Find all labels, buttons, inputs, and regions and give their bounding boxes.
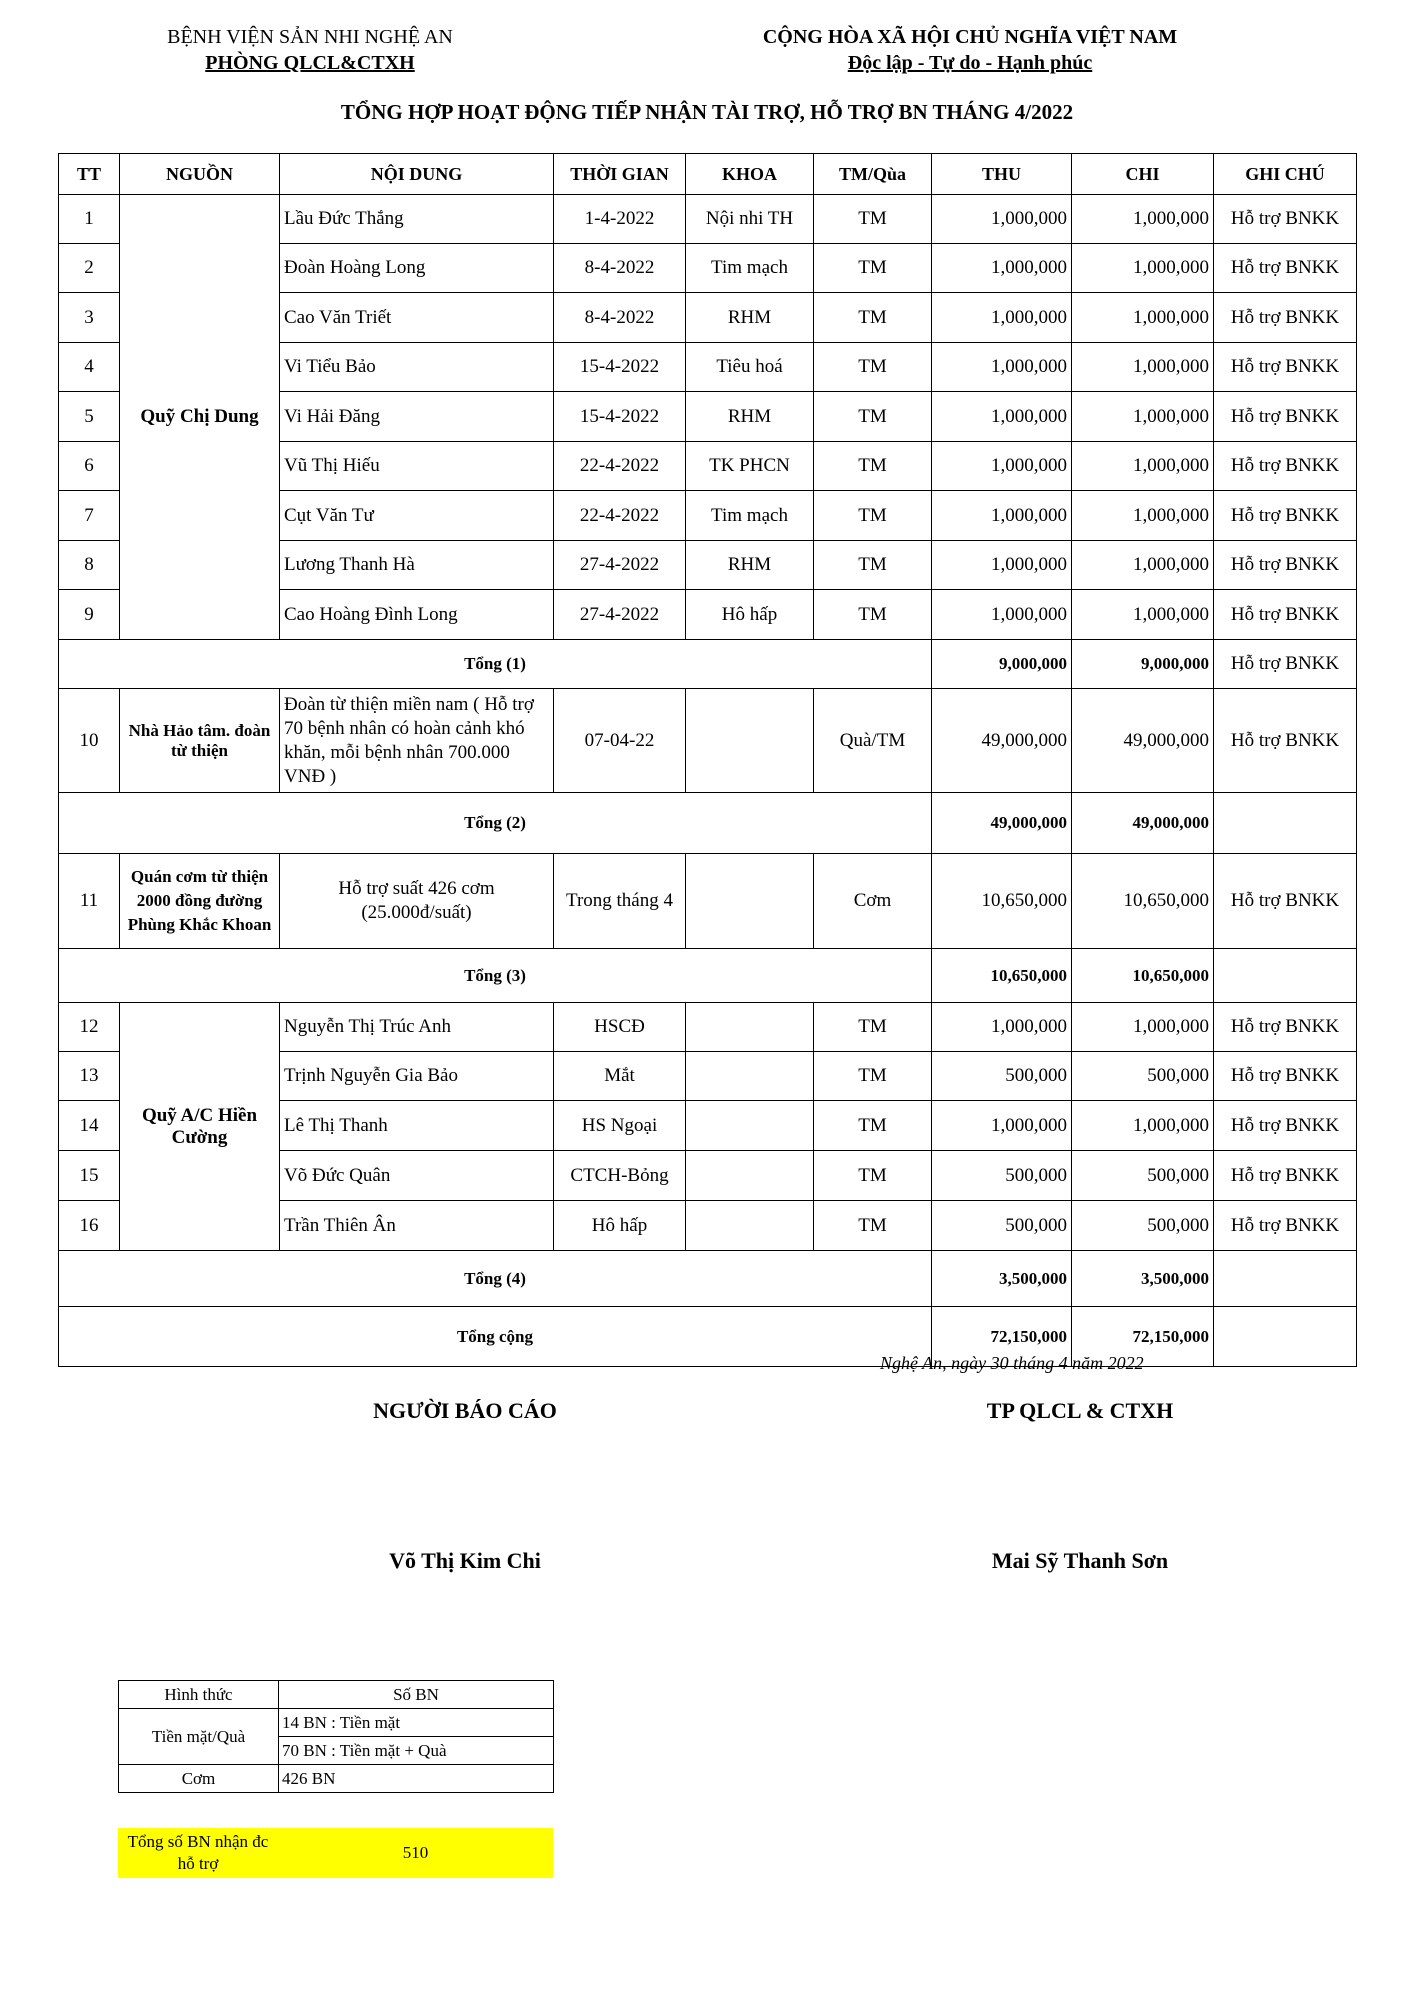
cell-thu: 1,000,000 (932, 343, 1072, 392)
cell-time: 27-4-2022 (554, 590, 686, 640)
cell-khoa (686, 689, 814, 793)
cell-note: Hỗ trợ BNKK (1214, 195, 1357, 244)
cell-tt: 1 (59, 195, 120, 244)
cell-tt: 11 (59, 854, 120, 949)
table-row (59, 854, 1357, 949)
subtotal-note: Hỗ trợ BNKK (1214, 640, 1357, 689)
cell-note: Hỗ trợ BNKK (1214, 442, 1357, 491)
cell-type: TM (814, 1151, 932, 1201)
cell-thu: 1,000,000 (932, 392, 1072, 442)
cell-chi: 1,000,000 (1072, 541, 1214, 590)
subtotal-row (59, 1251, 1357, 1307)
subtotal-row (59, 793, 1357, 854)
cell-type: TM (814, 1052, 932, 1101)
cell-chi: 10,650,000 (1072, 854, 1214, 949)
subtotal-thu: 49,000,000 (932, 793, 1072, 854)
cell-khoa: Tim mạch (686, 491, 814, 541)
subtotal-thu: 3,500,000 (932, 1251, 1072, 1307)
cell-tt: 7 (59, 491, 120, 541)
cell-time: 22-4-2022 (554, 442, 686, 491)
cell-time: 1-4-2022 (554, 195, 686, 244)
summary-cash-value-1: 14 BN : Tiền mặt (279, 1709, 554, 1737)
cell-note: Hỗ trợ BNKK (1214, 491, 1357, 541)
cell-content: Đoàn từ thiện miền nam ( Hỗ trợ 70 bệnh nhân có hoàn cảnh khó khăn, mỗi bệnh nhân 700.000 VNĐ ) (280, 689, 554, 793)
cell-note: Hỗ trợ BNKK (1214, 1101, 1357, 1151)
cell-tt: 15 (59, 1151, 120, 1201)
cell-thu: 1,000,000 (932, 442, 1072, 491)
col-header-type: TM/Qùa (814, 154, 932, 195)
col-header-tt: TT (59, 154, 120, 195)
cell-content: Vi Hải Đăng (280, 392, 554, 442)
cell-content: Cao Hoàng Đình Long (280, 590, 554, 640)
header-left (110, 24, 510, 76)
subtotal-chi: 3,500,000 (1072, 1251, 1214, 1307)
cell-tt: 9 (59, 590, 120, 640)
cell-time: 15-4-2022 (554, 343, 686, 392)
cell-content: Lương Thanh Hà (280, 541, 554, 590)
grand-total-thu: 72,150,000 (932, 1307, 1072, 1367)
country-name: CỘNG HÒA XÃ HỘI CHỦ NGHĨA VIỆT NAM (762, 26, 1178, 48)
cell-chi: 500,000 (1072, 1201, 1214, 1251)
cell-content: Cụt Văn Tư (280, 491, 554, 541)
cell-type: TM (814, 1003, 932, 1052)
cell-content: Vi Tiểu Bảo (280, 343, 554, 392)
col-header-time: THỜI GIAN (554, 154, 686, 195)
cell-time: HS Ngoại (554, 1101, 686, 1151)
table-header-row (59, 154, 1357, 195)
cell-type: TM (814, 1201, 932, 1251)
col-header-khoa: KHOA (686, 154, 814, 195)
cell-chi: 49,000,000 (1072, 689, 1214, 793)
cell-content: Võ Đức Quân (280, 1151, 554, 1201)
cell-khoa: TK PHCN (686, 442, 814, 491)
cell-thu: 10,650,000 (932, 854, 1072, 949)
cell-type: TM (814, 293, 932, 343)
subtotal-label: Tổng (1) (59, 640, 932, 689)
cell-time: CTCH-Bỏng (554, 1151, 686, 1201)
cell-content: Đoàn Hoàng Long (280, 244, 554, 293)
grand-total-chi: 72,150,000 (1072, 1307, 1214, 1367)
cell-time: 22-4-2022 (554, 491, 686, 541)
cell-khoa: RHM (686, 293, 814, 343)
col-header-content: NỘI DUNG (280, 154, 554, 195)
summary-rice-label: Cơm (119, 1765, 279, 1793)
cell-note: Hỗ trợ BNKK (1214, 1003, 1357, 1052)
cell-time: 15-4-2022 (554, 392, 686, 442)
cell-tt: 5 (59, 392, 120, 442)
cell-type: TM (814, 195, 932, 244)
cell-chi: 1,000,000 (1072, 491, 1214, 541)
cell-thu: 1,000,000 (932, 293, 1072, 343)
cell-chi: 1,000,000 (1072, 1003, 1214, 1052)
subtotal-chi: 9,000,000 (1072, 640, 1214, 689)
summary-table (118, 1680, 554, 1793)
reporter-name: Võ Thị Kim Chi (389, 1548, 541, 1573)
cell-thu: 500,000 (932, 1151, 1072, 1201)
cell-note: Hỗ trợ BNKK (1214, 343, 1357, 392)
subtotal-label: Tổng (4) (59, 1251, 932, 1307)
cell-content: Vũ Thị Hiếu (280, 442, 554, 491)
reporter-title: NGƯỜI BÁO CÁO (373, 1398, 557, 1423)
summary-header-type: Hình thức (119, 1681, 279, 1709)
cell-tt: 2 (59, 244, 120, 293)
summary-header-count: Số BN (279, 1681, 554, 1709)
cell-time: 8-4-2022 (554, 293, 686, 343)
cell-type: TM (814, 491, 932, 541)
cell-chi: 500,000 (1072, 1151, 1214, 1201)
cell-khoa: Tim mạch (686, 244, 814, 293)
table-row (59, 1003, 1357, 1052)
cell-thu: 500,000 (932, 1201, 1072, 1251)
cell-note: Hỗ trợ BNKK (1214, 244, 1357, 293)
subtotal-label: Tổng (3) (59, 949, 932, 1003)
head-name: Mai Sỹ Thanh Sơn (991, 1548, 1169, 1573)
cell-type: TM (814, 541, 932, 590)
cell-khoa (686, 1101, 814, 1151)
cell-content: Trần Thiên Ân (280, 1201, 554, 1251)
cell-content: Lầu Đức Thắng (280, 195, 554, 244)
cell-thu: 1,000,000 (932, 1101, 1072, 1151)
subtotal-note (1214, 1251, 1357, 1307)
grand-total-label: Tổng cộng (59, 1307, 932, 1367)
summary-header-row (119, 1681, 554, 1709)
subtotal-row (59, 949, 1357, 1003)
col-header-thu: THU (932, 154, 1072, 195)
cell-khoa: RHM (686, 392, 814, 442)
total-patients-label: Tổng số BN nhận đc hỗ trợ (127, 1832, 269, 1873)
source-cell: Quỹ A/C Hiền Cường (120, 1003, 280, 1251)
subtotal-label: Tổng (2) (59, 793, 932, 854)
cell-khoa (686, 1201, 814, 1251)
col-header-source: NGUỒN (120, 154, 280, 195)
cell-note: Hỗ trợ BNKK (1214, 392, 1357, 442)
cell-tt: 3 (59, 293, 120, 343)
cell-chi: 1,000,000 (1072, 1101, 1214, 1151)
cell-type: TM (814, 244, 932, 293)
source-cell: Quỹ Chị Dung (120, 195, 280, 640)
cell-thu: 1,000,000 (932, 590, 1072, 640)
col-header-chi: CHI (1072, 154, 1214, 195)
department-name: PHÒNG QLCL&CTXH (205, 52, 415, 74)
cell-tt: 16 (59, 1201, 120, 1251)
hospital-name: BỆNH VIỆN SẢN NHI NGHỆ AN (167, 26, 453, 48)
summary-cash-value-2: 70 BN : Tiền mặt + Quà (279, 1737, 554, 1765)
cell-khoa (686, 1003, 814, 1052)
cell-tt: 6 (59, 442, 120, 491)
cell-time: 8-4-2022 (554, 244, 686, 293)
cell-note: Hỗ trợ BNKK (1214, 1151, 1357, 1201)
cell-khoa: Nội nhi TH (686, 195, 814, 244)
head-title: TP QLCL & CTXH (986, 1398, 1174, 1423)
motto: Độc lập - Tự do - Hạnh phúc (847, 52, 1093, 74)
cell-chi: 1,000,000 (1072, 392, 1214, 442)
cell-tt: 12 (59, 1003, 120, 1052)
cell-chi: 1,000,000 (1072, 590, 1214, 640)
cell-khoa: Hô hấp (686, 590, 814, 640)
summary-row (119, 1709, 554, 1737)
cell-content: Trịnh Nguyễn Gia Bảo (280, 1052, 554, 1101)
cell-tt: 13 (59, 1052, 120, 1101)
cell-time: 27-4-2022 (554, 541, 686, 590)
cell-time: HSCĐ (554, 1003, 686, 1052)
cell-content: Lê Thị Thanh (280, 1101, 554, 1151)
cell-note: Hỗ trợ BNKK (1214, 293, 1357, 343)
cell-type: Cơm (814, 854, 932, 949)
cell-content: Nguyễn Thị Trúc Anh (280, 1003, 554, 1052)
cell-time: Trong tháng 4 (554, 854, 686, 949)
cell-thu: 49,000,000 (932, 689, 1072, 793)
cell-content: Hỗ trợ suất 426 cơm (25.000đ/suất) (280, 854, 554, 949)
cell-tt: 14 (59, 1101, 120, 1151)
subtotal-row (59, 640, 1357, 689)
cell-thu: 1,000,000 (932, 1003, 1072, 1052)
cell-chi: 1,000,000 (1072, 293, 1214, 343)
cell-note: Hỗ trợ BNKK (1214, 1052, 1357, 1101)
subtotal-note (1214, 793, 1357, 854)
cell-note: Hỗ trợ BNKK (1214, 590, 1357, 640)
cell-time: Hô hấp (554, 1201, 686, 1251)
cell-time: 07-04-22 (554, 689, 686, 793)
total-patients-value: 510 (402, 1843, 429, 1862)
cell-note: Hỗ trợ BNKK (1214, 689, 1357, 793)
cell-chi: 1,000,000 (1072, 244, 1214, 293)
cell-khoa: RHM (686, 541, 814, 590)
cell-note: Hỗ trợ BNKK (1214, 1201, 1357, 1251)
cell-chi: 500,000 (1072, 1052, 1214, 1101)
header-right (690, 24, 1250, 76)
cell-type: Quà/TM (814, 689, 932, 793)
subtotal-thu: 9,000,000 (932, 640, 1072, 689)
subtotal-chi: 49,000,000 (1072, 793, 1214, 854)
subtotal-note (1214, 949, 1357, 1003)
cell-note: Hỗ trợ BNKK (1214, 854, 1357, 949)
cell-thu: 1,000,000 (932, 491, 1072, 541)
cell-chi: 1,000,000 (1072, 343, 1214, 392)
cell-khoa: Tiêu hoá (686, 343, 814, 392)
total-patients-box (118, 1828, 553, 1878)
cell-type: TM (814, 442, 932, 491)
summary-cash-label: Tiền mặt/Quà (119, 1709, 279, 1765)
cell-content: Cao Văn Triết (280, 293, 554, 343)
donation-table (58, 153, 1357, 1367)
cell-thu: 1,000,000 (932, 541, 1072, 590)
table-row (59, 195, 1357, 244)
subtotal-chi: 10,650,000 (1072, 949, 1214, 1003)
table-row (59, 689, 1357, 793)
cell-tt: 4 (59, 343, 120, 392)
cell-chi: 1,000,000 (1072, 442, 1214, 491)
place-date: Nghệ An, ngày 30 tháng 4 năm 2022 (880, 1353, 1144, 1373)
summary-row (119, 1765, 554, 1793)
report-title: TỔNG HỢP HOẠT ĐỘNG TIẾP NHẬN TÀI TRỢ, HỖ TRỢ BN THÁNG 4/2022 (340, 100, 1074, 124)
cell-tt: 8 (59, 541, 120, 590)
source-cell: Quán cơm từ thiện 2000 đồng đường Phùng Khắc Khoan (120, 854, 280, 949)
cell-thu: 500,000 (932, 1052, 1072, 1101)
cell-type: TM (814, 1101, 932, 1151)
cell-tt: 10 (59, 689, 120, 793)
cell-thu: 1,000,000 (932, 195, 1072, 244)
cell-thu: 1,000,000 (932, 244, 1072, 293)
cell-note: Hỗ trợ BNKK (1214, 541, 1357, 590)
cell-type: TM (814, 590, 932, 640)
summary-rice-value: 426 BN (279, 1765, 554, 1793)
col-header-note: GHI CHÚ (1214, 154, 1357, 195)
cell-khoa (686, 1052, 814, 1101)
source-cell: Nhà Hảo tâm. đoàn từ thiện (120, 689, 280, 793)
cell-khoa (686, 854, 814, 949)
cell-chi: 1,000,000 (1072, 195, 1214, 244)
subtotal-thu: 10,650,000 (932, 949, 1072, 1003)
cell-type: TM (814, 343, 932, 392)
cell-type: TM (814, 392, 932, 442)
cell-time: Mắt (554, 1052, 686, 1101)
cell-khoa (686, 1151, 814, 1201)
